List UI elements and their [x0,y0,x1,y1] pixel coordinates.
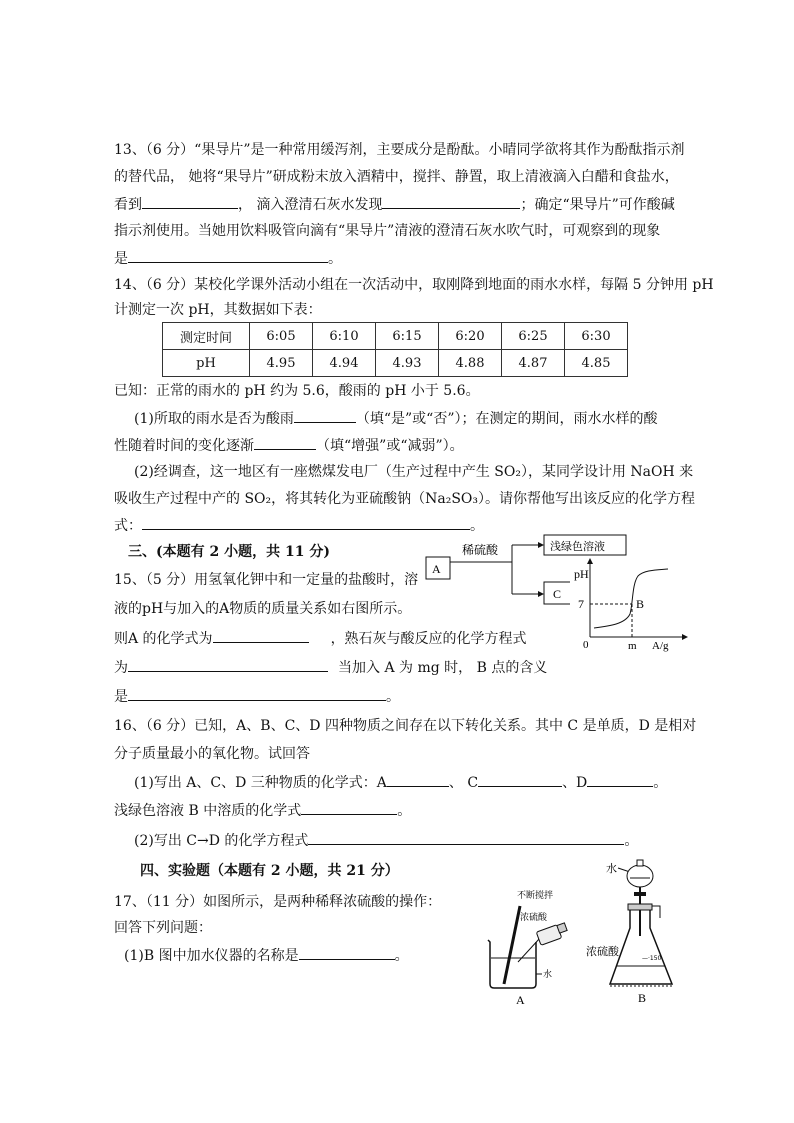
fig17-b-flask [586,856,696,1006]
fig17-a-beaker [480,884,580,1006]
flow-box-a-label: A [432,562,441,576]
stopcock [634,892,646,896]
q14-text: 性随着时间的变化逐渐 [114,438,254,454]
graph-y-label: pH [574,567,589,581]
flow-box-top-label: 浅绿色溶液 [550,540,605,553]
q16-text: 。 [624,833,639,849]
arrow-head [538,591,544,597]
answer-blank[interactable] [142,515,470,530]
q13-text: 看到 [114,197,142,213]
table-cell: 6:05 [250,323,313,350]
q17-line-2: 回答下列问题： [114,920,212,936]
answer-blank[interactable] [301,800,397,815]
table-cell: 4.85 [565,350,628,377]
q13-line-4: 指示剂使用。当她用饮料吸管向滴有“果导片”清液的澄清石灰水吹气时，可观察到的现象 [114,223,661,239]
reagent-bottle [536,923,567,945]
answer-blank[interactable] [478,772,562,787]
glass-rod [504,906,520,984]
stir-label: 不断搅拌 [517,891,554,901]
q15-line-1: 15、（5 分）用氢氧化钾中和一定量的盐酸时，溶 [114,572,419,588]
q13-line-1: 13、（6 分）“果导片”是一种常用缓泻剂，主要成分是酚酞。小晴同学欲将其作为酚酞指示剂 [114,142,685,158]
q15-text: 当加入 A 为 mg 时， B 点的含义 [338,660,548,676]
answer-blank[interactable] [587,772,653,787]
q16-text: 。 [653,775,668,791]
q16-text: 浅绿色溶液 B 中溶质的化学式 [114,803,302,819]
table-cell: 4.87 [502,350,565,377]
q16-text: (1)写出 A、C、D 三种物质的化学式：A [134,775,387,791]
funnel-top [637,860,643,866]
table-cell: 6:30 [565,323,628,350]
q16-text: (2)写出 C→D 的化学方程式 [134,833,309,849]
q16-text: 、 C [448,775,479,791]
q17-line-1: 17、（11 分）如图所示，是两种稀释浓硫酸的操作： [114,894,442,910]
q13-line-5 [114,248,342,269]
graph-x-tick: m [628,640,637,652]
graph-x-label: A/g [652,640,669,652]
section-3-heading: 三、(本题有 2 小题，共 11 分) [128,544,330,560]
q15-line-5 [114,686,400,707]
figure-label-a: A [516,993,525,1006]
table-row [163,350,628,377]
q15-text: ，熟石灰与酸反应的化学方程式 [330,631,527,647]
q14-text: 式： [114,518,142,534]
q16-p1-line-2 [114,800,411,821]
figure-label-b: B [638,991,647,1005]
table-header-ph: pH [163,350,250,377]
flask-stopper [628,904,652,910]
answer-blank[interactable] [142,194,238,209]
section-4-heading: 四、实验题（本题有 2 小题，共 21 分） [140,863,399,879]
water-label-b: 水 [606,862,617,875]
q15-figure [420,532,690,657]
q14-text: （填“增强”或“减弱”）。 [316,438,464,454]
table-cell: 4.95 [250,350,313,377]
answer-blank[interactable] [294,408,356,423]
q14-text: 。 [470,518,484,534]
q17-text: (1)B 图中加水仪器的名称是 [124,948,299,964]
q15-text: 为 [114,660,128,676]
q17-p1-line [124,945,409,966]
answer-blank[interactable] [387,772,449,787]
ph-data-table [162,322,628,377]
flow-acid-label: 稀硫酸 [462,543,499,557]
table-cell: 6:15 [376,323,439,350]
acid-label-a: 浓硫酸 [520,913,548,923]
table-cell: 4.88 [439,350,502,377]
table-header-time: 测定时间 [163,323,250,350]
q14-known: 已知：正常的雨水的 pH 约为 5.6，酸雨的 pH 小于 5.6。 [114,383,480,399]
separatory-funnel [627,865,653,887]
answer-blank[interactable] [382,194,520,209]
q13-text: 是 [114,251,128,267]
water-label-a: 水 [543,970,553,980]
q15-line-2: 液的pH与加入的A物质的质量关系如右图所示。 [114,601,412,617]
q13-line-2: 的替代品， 她将“果导片”研成粉末放入酒精中，搅拌、静置，取上清液滴入白醋和食盐水， [114,169,679,185]
answer-blank[interactable] [128,686,386,701]
q16-text: 、D [562,775,588,791]
q16-line-1: 16、（6 分）已知，A、B、C、D 四种物质之间存在以下转化关系。其中 C 是单质，D 是相对 [114,718,697,734]
answer-blank[interactable] [299,945,395,960]
q15-line-4 [114,657,547,678]
table-cell: 6:20 [439,323,502,350]
table-cell: 4.93 [376,350,439,377]
q14-p2-line-1: (2)经调查，这一地区有一座燃煤发电厂（生产过程中产生 SO₂），某同学设计用 NaOH 来 [134,464,694,480]
q16-p2-line [134,830,638,851]
table-cell: 6:10 [313,323,376,350]
q13-text: ；确定“果导片”可作酸碱 [520,197,675,213]
q14-p2-line-2: 吸收生产过程中产的 SO₂，将其转化为亚硫酸钠（Na₂SO₃）。请你帮他写出该反应的化学方程 [114,491,696,507]
table-cell: 4.94 [313,350,376,377]
answer-blank[interactable] [308,830,624,845]
acid-label-b: 浓硫酸 [586,945,619,958]
graph-point-b: B [636,597,645,611]
q15-text: 则A 的化学式为 [114,631,213,647]
q16-p1-line-1 [134,772,667,793]
answer-blank[interactable] [254,435,316,450]
scale-marks: —·150 [642,955,662,962]
q14-line-2: 计测定一次 pH，其数据如下表： [114,302,322,318]
q13-text: ， 滴入澄清石灰水发现 [238,197,383,213]
q16-line-2: 分子质量最小的氧化物。试回答 [114,746,310,762]
answer-blank[interactable] [213,628,309,643]
q13-text: 。 [328,251,342,267]
q14-text: （填“是”或“否”）；在测定的期间，雨水水样的酸 [355,411,658,427]
answer-blank[interactable] [128,248,328,263]
q15-text: 是 [114,689,128,705]
answer-blank[interactable] [128,657,328,672]
flow-box-c-label: C [553,587,562,601]
q16-text: 。 [397,803,412,819]
q14-text: (1)所取的雨水是否为酸雨 [134,411,294,427]
q14-p1-line-2 [114,435,464,456]
table-row [163,323,628,350]
table-cell: 6:25 [502,323,565,350]
q13-line-3 [114,194,675,215]
graph-y-tick: 7 [578,597,584,611]
q17-text: 。 [394,948,409,964]
q14-p1-line-1 [134,408,657,429]
arrow-head [538,542,544,548]
graph-origin: 0 [583,639,589,651]
q14-line-1: 14、（6 分）某校化学课外活动小组在一次活动中，取刚降到地面的雨水水样，每隔 5 分钟用 pH [114,277,714,293]
q15-text: 。 [386,689,400,705]
